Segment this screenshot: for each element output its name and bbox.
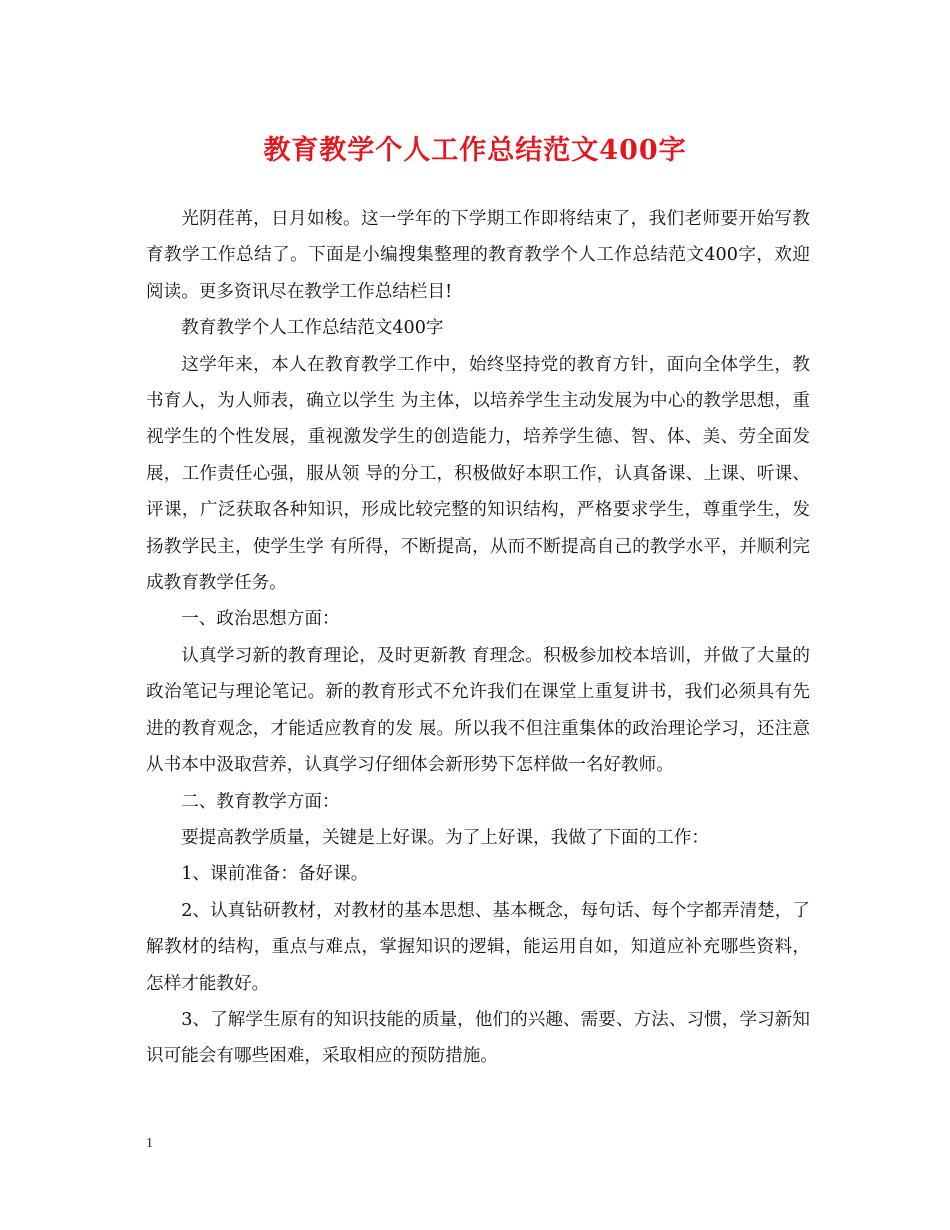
list-item-3: 3、了解学生原有的知识技能的质量，他们的兴趣、需要、方法、习惯，学习新知识可能会有哪些困难，采取相应的预防措施。 [146, 1009, 810, 1067]
teaching-intro-paragraph: 要提高教学质量，关键是上好课。为了上好课，我做了下面的工作： [181, 827, 710, 848]
subtitle-paragraph: 教育教学个人工作总结范文400字 [181, 318, 444, 339]
document-title: 教育教学个人工作总结范文400字 [263, 135, 687, 166]
list-item-2: 2、认真钻研教材，对教材的基本思想、基本概念，每句话、每个字都弄清楚，了解教材的结构，重点与难点，掌握知识的逻辑，能运用自如，知道应补充哪些资料，怎样才能教好。 [146, 900, 810, 994]
summary-paragraph: 这学年来，本人在教育教学工作中，始终坚持党的教育方针，面向全体学生，教书育人，为人师表，确立以学生 为主体，以培养学生主动发展为中心的教学思想，重视学生的个性发展，重视激发学生的创造能力，培养学生德、智、体、美、劳全面发展，工作责任心强，服从领 导的分工，积极做好本职工作，认真备课、上课、听课、评课，广泛获取各种知识，形成比较完整的知识结构，严格要求学生，尊重学生，发扬教学民主，使学生学 有所得，不断提高，从而不断提高自己的教学水平，并顺利完成教育教学任务。 [146, 354, 810, 594]
document-body [146, 201, 810, 1075]
political-paragraph: 认真学习新的教育理论，及时更新教 育理念。积极参加校本培训，并做了大量的政治笔记与理论笔记。新的教育形式不允许我们在课堂上重复讲书，我们必须具有先进的教育观念，才能适应教育的发 展。所以我不但注重集体的政治理论学习，还注意从书本中汲取营养，认真学习仔细体会新形势下怎样做一名好教师。 [146, 645, 810, 776]
intro-paragraph: 光阴荏苒，日月如梭。这一学年的下学期工作即将结束了，我们老师要开始写教育教学工作总结了。下面是小编搜集整理的教育教学个人工作总结范文400字，欢迎阅读。更多资讯尽在教学工作总结栏目! [146, 209, 810, 302]
list-item-1: 1、课前准备：备好课。 [181, 864, 369, 885]
section-heading-teaching: 二、教育教学方面： [181, 791, 340, 812]
page-number: 1 [146, 1136, 153, 1151]
section-heading-political: 一、政治思想方面： [181, 609, 340, 630]
